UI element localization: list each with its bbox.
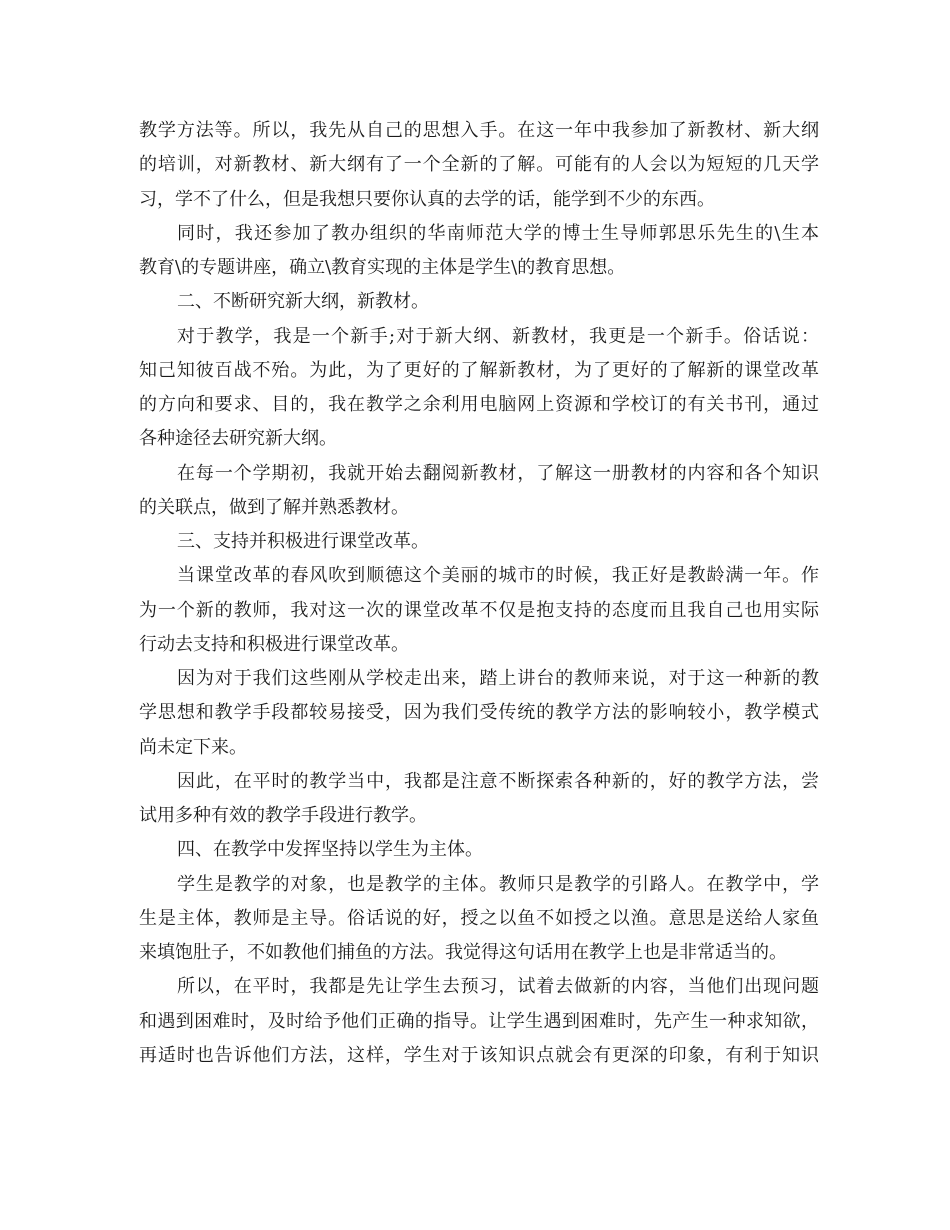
text-line: 当课堂改革的春风吹到顺德这个美丽的城市的时候，我正好是教龄满一年。作 [177,565,819,587]
text-line: 的关联点，做到了解并熟悉教材。 [139,496,409,518]
text-line: 在每一个学期初，我就开始去翻阅新教材，了解这一册教材的内容和各个知识 [177,462,819,484]
text-line: 试用多种有效的教学手段进行教学。 [139,805,427,826]
text-line: 各种途径去研究新大纲。 [139,428,337,450]
text-line: 因为对于我们这些刚从学校走出来，踏上讲台的教师来说，对于这一种新的教 [177,668,819,689]
text-line: 教育\的专题讲座，确立\教育实现的主体是学生\的教育思想。 [139,257,626,278]
text-line: 知己知彼百战不殆。为此，为了更好的了解新教材，为了更好的了解新的课堂改革 [139,359,819,381]
text-line: 再适时也告诉他们方法，这样，学生对于该知识点就会有更深的印象，有利于知识 [139,1044,819,1066]
text-line: 同时，我还参加了教办组织的华南师范大学的博士生导师郭思乐先生的\生本 [177,222,819,244]
text-line: 习，学不了什么，但是我想只要你认真的去学的话，能学到不少的东西。 [139,188,715,210]
text-line: 学思想和教学手段都较易接受，因为我们受传统的教学方法的影响较小，教学模式 [139,702,819,724]
text-line: 的培训，对新教材、新大纲有了一个全新的了解。可能有的人会以为短短的几天学 [139,154,819,176]
text-line: 尚未定下来。 [139,736,247,758]
text-line: 学生是教学的对象，也是教学的主体。教师只是教学的引路人。在教学中，学 [177,873,819,895]
text-line: 因此，在平时的教学当中，我都是注意不断探索各种新的，好的教学方法，尝 [177,770,819,792]
text-line: 对于教学，我是一个新手;对于新大纲、新教材，我更是一个新手。俗话说： [177,325,819,347]
text-line: 教学方法等。所以，我先从自己的思想入手。在这一年中我参加了新教材、新大纲 [139,120,819,141]
text-line: 三、支持并积极进行课堂改革。 [177,531,429,552]
text-line: 为一个新的教师，我对这一次的课堂改革不仅是抱支持的态度而且我自己也用实际 [139,599,819,621]
document-body [139,114,819,1073]
text-line: 二、不断研究新大纲，新教材。 [177,291,429,313]
text-line: 所以，在平时，我都是先让学生去预习，试着去做新的内容，当他们出现问题 [177,976,819,998]
text-line: 的方向和要求、目的，我在教学之余利用电脑网上资源和学校订的有关书刊，通过 [139,394,819,415]
text-line: 四、在教学中发挥坚持以学生为主体。 [177,839,483,861]
text-line: 和遇到困难时，及时给予他们正确的指导。让学生遇到困难时，先产生一种求知欲， [139,1010,819,1032]
text-line: 行动去支持和积极进行课堂改革。 [139,633,409,655]
text-line: 来填饱肚子，不如教他们捕鱼的方法。我觉得这句话用在教学上也是非常适当的。 [139,942,787,963]
text-line: 生是主体，教师是主导。俗话说的好，授之以鱼不如授之以渔。意思是送给人家鱼 [139,907,819,929]
